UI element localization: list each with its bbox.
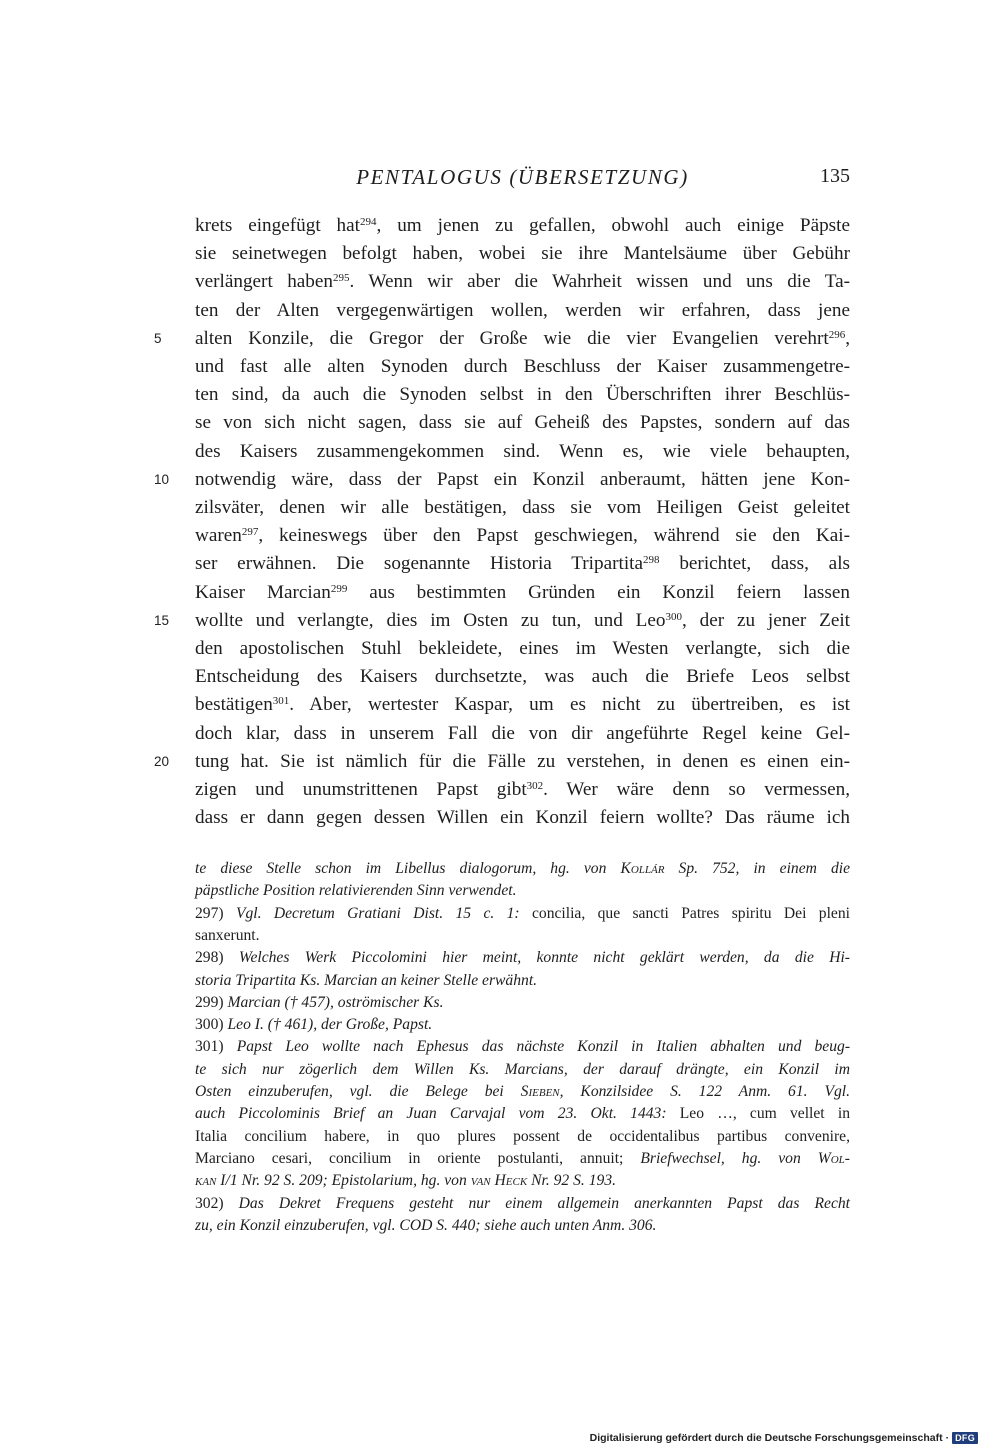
footnote-line: Marciano cesari, concilium in oriente postulanti, annuit; Briefwechsel, hg. von Wol-	[195, 1149, 850, 1167]
footnote-ref: 297	[241, 526, 259, 539]
footnote-line: 298) Welches Werk Piccolomini hier meint, konnte nicht geklärt werden, da die Hi-	[195, 949, 850, 967]
footnote-ref: 294	[360, 216, 377, 228]
footnote-line: 297) Vgl. Decretum Gratiani Dist. 15 c. 1: concilia, que sancti Patres spiritu Dei pleni	[195, 904, 850, 922]
footnote-line: 299) Marcian († 457), oströmischer Ks.	[195, 993, 444, 1011]
text-line: und fast alle alten Synoden durch Beschluss der Kaiser zusammengetre-	[195, 356, 850, 377]
credit-separator: ·	[945, 1432, 950, 1444]
text-line: Entscheidung des Kaisers durchsetzte, was auch die Briefe Leos selbst	[195, 666, 850, 688]
text-line: bestätigen$^{301}$. Aber, wertester Kaspar, um es nicht zu übertreiben, es ist	[195, 694, 850, 716]
text-line: des Kaisers zusammengekommen sind. Wenn es, wie viele behaupten,	[195, 440, 850, 462]
page-header	[195, 165, 850, 195]
footnote-ref: 295	[333, 272, 350, 285]
text-line: se von sich nicht sagen, dass sie auf Geheiß des Papstes, sondern auf das	[195, 412, 850, 434]
text-line: krets eingefügt hat$^{294}$, um jenen zu gefallen, obwohl auch einige Päpste	[195, 215, 850, 236]
line-number: 10	[154, 471, 170, 487]
text-line: zigen und unumstrittenen Papst gibt$^{302}$. Wer wäre denn so vermessen,	[195, 779, 850, 800]
text-line: sie seinetwegen befolgt haben, wobei sie ihre Mantelsäume über Gebühr	[195, 243, 850, 265]
footnote-line: auch Piccolominis Brief an Juan Carvajal vom 23. Okt. 1443: Leo …, cum vellet in	[195, 1105, 850, 1123]
footnote-ref: 301	[272, 695, 290, 708]
footnote-ref: 298	[643, 554, 660, 567]
text-line: ten sind, da auch die Synoden selbst in den Überschriften ihrer Beschlüs-	[195, 384, 850, 406]
text-line: den apostolischen Stuhl bekleidete, eines im Westen verlangte, sich die	[195, 638, 850, 659]
footnote-line: te sich nur zögerlich dem Willen Ks. Marcians, der darauf drängte, ein Konzil im	[195, 1060, 850, 1078]
footnote-line: Osten einzuberufen, vgl. die Belege bei Sieben, Konzilsidee S. 122 Anm. 61. Vgl.	[195, 1083, 850, 1100]
text-line: verlängert haben$^{295}$. Wenn wir aber die Wahrheit wissen und uns die Ta-	[195, 271, 850, 293]
footnote-line: kan I/1 Nr. 92 S. 209; Epistolarium, hg. von van Heck Nr. 92 S. 193.	[195, 1172, 617, 1190]
footnote-line: storia Tripartita Ks. Marcian an keiner Stelle erwähnt.	[195, 971, 538, 989]
text-line: notwendig wäre, dass der Papst ein Konzil anberaumt, hätten jene Kon-	[195, 468, 850, 490]
line-number: 20	[154, 753, 170, 769]
page-number: 135	[820, 165, 850, 187]
text-line: doch klar, dass in unserem Fall die von dir angeführte Regel keine Gel-	[195, 722, 850, 744]
text-line: Kaiser Marcian$^{299}$ aus bestimmten Gründen ein Konzil feiern lassen	[195, 581, 850, 603]
text-line: zilsväter, denen wir alle bestätigen, dass sie vom Heiligen Geist geleitet	[195, 497, 850, 518]
text-line: dass er dann gegen dessen Willen ein Konzil feiern wollte? Das räume ich	[195, 807, 850, 829]
text-line: ten der Alten vergegenwärtigen wollen, werden wir erfahren, dass jene	[195, 299, 850, 321]
text-line: alten Konzile, die Gregor der Große wie die vier Evangelien verehrt$^{296}$,	[195, 327, 850, 349]
footnote-ref: 300	[665, 610, 682, 623]
running-head: PENTALOGUS (ÜBERSETZUNG)	[356, 165, 689, 189]
footnote-line: Italia concilium habere, in quo plures possent de occidentalibus partibus convenire,	[195, 1127, 850, 1145]
line-number: 5	[154, 330, 162, 346]
text-line: waren$^{297}$, keineswegs über den Papst geschwiegen, während sie den Kai-	[195, 525, 850, 547]
credit-text: Digitalisierung gefördert durch die Deutsche Forschungsgemeinschaft	[589, 1432, 943, 1444]
footnote-line: zu, ein Konzil einzuberufen, vgl. COD S. 440; siehe auch unten Anm. 306.	[195, 1216, 657, 1234]
text-line: ser erwähnen. Die sogenannte Historia Tripartita$^{298}$ berichtet, dass, als	[195, 553, 850, 575]
line-number: 15	[154, 612, 170, 628]
dfg-logo: DFG	[952, 1432, 978, 1444]
footnote-ref: 296	[828, 328, 846, 341]
footnote-ref: 299	[330, 582, 348, 595]
footnote-line: päpstliche Position relativierenden Sinn verwendet.	[195, 882, 517, 900]
footnote-line: te diese Stelle schon im Libellus dialogorum, hg. von Kollár Sp. 752, in einem die	[195, 860, 850, 877]
footnote-line: 300) Leo I. († 461), der Große, Papst.	[195, 1016, 433, 1034]
footnote-ref: 302	[526, 780, 544, 792]
footnote-line: 301) Papst Leo wollte nach Ephesus das nächste Konzil in Italien abhalten und beug-	[195, 1038, 851, 1056]
text-line: tung hat. Sie ist nämlich für die Fälle zu verstehen, in denen es einen ein-	[195, 750, 850, 772]
footnote-line: sanxerunt.	[195, 926, 260, 944]
text-line: wollte und verlangte, dies im Osten zu tun, und Leo$^{300}$, der zu jener Zeit	[195, 609, 850, 631]
digitization-credit	[590, 1432, 978, 1444]
footnote-line: 302) Das Dekret Frequens gesteht nur einem allgemein anerkannten Papst das Recht	[195, 1194, 850, 1212]
